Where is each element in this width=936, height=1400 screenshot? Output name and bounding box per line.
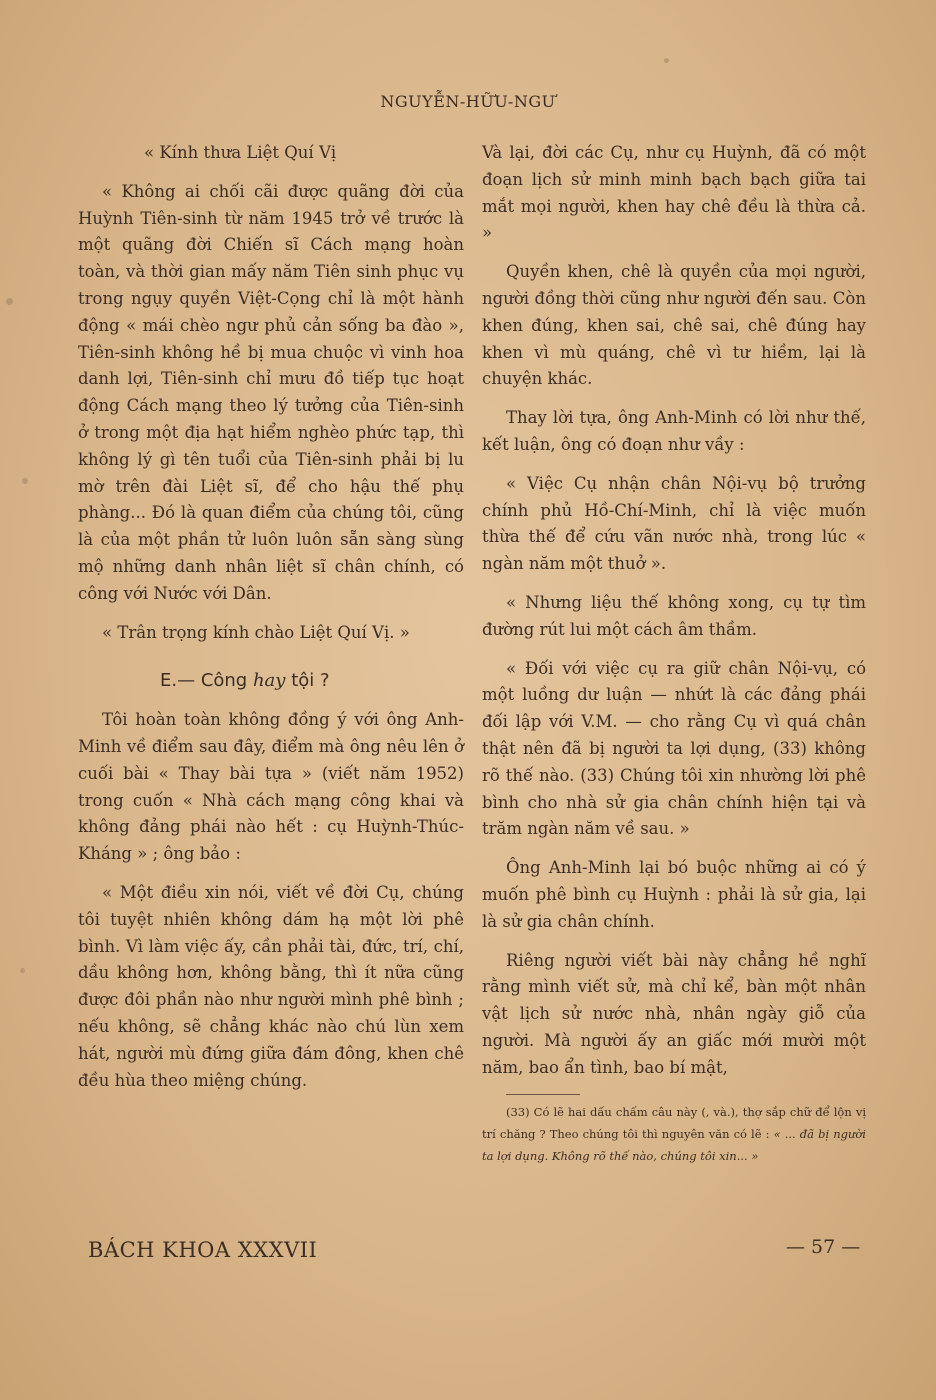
paper-stain: [20, 968, 25, 973]
footnote: [482, 1101, 866, 1167]
footnote-divider: [506, 1094, 580, 1095]
body-paragraph: Tôi hoàn toàn không đồng ý với ông Anh-Minh về điểm sau đây, điểm mà ông nêu lên ở cuối bài « Thay bài tựa » (viết năm 1952) trong cuốn « Nhà cách mạng công khai và không đảng phái nào hết : cụ Huỳnh-Thúc-Kháng » ; ông bảo :: [78, 710, 464, 864]
quoted-paragraph: « Nhưng liệu thế không xong, cụ tự tìm đường rút lui một cách âm thầm.: [482, 592, 866, 639]
quoted-paragraph: « Việc Cụ nhận chân Nội-vụ bộ trưởng chính phủ Hồ-Chí-Minh, chỉ là việc muốn thừa thế để cứu vãn nước nhà, trong lúc « ngàn năm một thuở ».: [482, 473, 866, 574]
quoted-paragraph: Và lại, đời các Cụ, như cụ Huỳnh, đã có một đoạn lịch sử minh minh bạch bạch giữa tai mắt mọi người, khen hay chê đều là thừa cả. »: [482, 143, 866, 243]
section-heading-prefix: E.— Công: [160, 670, 248, 692]
body-paragraph: Riêng người viết bài này chẳng hề nghĩ rằng mình viết sử, mà chỉ kể, bàn một nhân vật lịch sử nước nhà, nhân ngày giỗ của người. Mà người ấy an giấc mới mười một năm, bao ẩn tình, bao bí mật,: [482, 950, 866, 1077]
quoted-letter-paragraph: « Không ai chối cãi được quãng đời của Huỳnh Tiên-sinh từ năm 1945 trở về trước là một quãng đời Chiến sĩ Cách mạng hoàn toàn, và thời gian mấy năm Tiên sinh phục vụ trong ngụy quyền Việt-Cọng chỉ là một hành động « mái chèo ngư phủ cản sống ba đào », Tiên-sinh không hề bị mua chuộc vì vinh hoa danh lợi, Tiên-sinh chỉ mưu đồ tiếp tục hoạt động Cách mạng theo lý tưởng của Tiên-sinh ở trong một địa hạt hiểm nghèo phức tạp, thì không lý gì tên tuổi của Tiên-sinh phải bị lu mờ trên đài Liệt sĩ, để cho hậu thế phụ phàng... Đó là quan điểm của chúng tôi, cũng là của một phần tử luôn luôn sẵn sàng sùng mộ những danh nhân liệt sĩ chân chính, có công với Nước với Dân.: [78, 181, 464, 603]
quoted-paragraph: « Đối với việc cụ ra giữ chân Nội-vụ, có một luồng dư luận — nhứt là các đảng phái đối lập với V.M. — cho rằng Cụ vì quá chân thật nên đã bị người ta lợi dụng, (33) không rõ thế nào. (33) Chúng tôi xin nhường lời phê bình cho nhà sử gia chân chính hiện tại và trăm ngàn năm về sau. »: [482, 658, 866, 839]
left-column: [78, 140, 464, 1094]
right-column: [482, 140, 866, 1167]
greeting-close: « Trân trọng kính chào Liệt Quí Vị. »: [102, 622, 410, 642]
section-heading-italic: hay: [252, 670, 286, 692]
paper-stain: [22, 478, 28, 484]
section-heading: [160, 668, 464, 695]
greeting-open: « Kính thưa Liệt Quí Vị: [144, 143, 337, 162]
body-paragraph: Thay lời tựa, ông Anh-Minh có lời như thế, kết luận, ông có đoạn như vầy :: [482, 408, 866, 454]
footnote-text: (33) Có lẽ hai dấu chấm câu này (, và.), thợ sắp chữ để lộn vị trí chăng ? Theo chúng tôi thì nguyên văn có lẽ :: [482, 1104, 866, 1141]
footnote-quote: « ... đã bị người ta lợi dụng. Không rõ thế nào, chúng tôi xin... »: [482, 1126, 866, 1163]
section-heading-suffix: tội ?: [291, 670, 330, 692]
running-header: NGUYỄN-HỮU-NGƯ: [380, 92, 556, 111]
paper-stain: [6, 298, 13, 305]
body-paragraph: Quyền khen, chê là quyền của mọi người, người đồng thời cũng như người đến sau. Còn khen đúng, khen sai, chê sai, chê đúng hay khen vì mù quáng, chê vì tư hiềm, lại là chuyện khác.: [482, 262, 866, 389]
body-paragraph: Ông Anh-Minh lại bó buộc những ai có ý muốn phê bình cụ Huỳnh : phải là sử gia, lại là sử gia chân chính.: [482, 858, 866, 931]
page-number: — 57 —: [786, 1236, 861, 1258]
paper-stain: [664, 58, 669, 63]
footer-magazine-name: BÁCH KHOA XXXVII: [88, 1238, 318, 1262]
quoted-paragraph: « Một điều xin nói, viết về đời Cụ, chúng tôi tuyệt nhiên không dám hạ một lời phê bình. Vì làm việc ấy, cần phải tài, đức, trí, chí, dầu không hơn, không bằng, thì ít nữa cũng được đôi phần nào như người mình phê bình ; nếu không, sẽ chẳng khác nào chú lùn xem hát, người mù đứng giữa đám đông, khen chê đều hùa theo miệng chúng.: [78, 882, 464, 1090]
